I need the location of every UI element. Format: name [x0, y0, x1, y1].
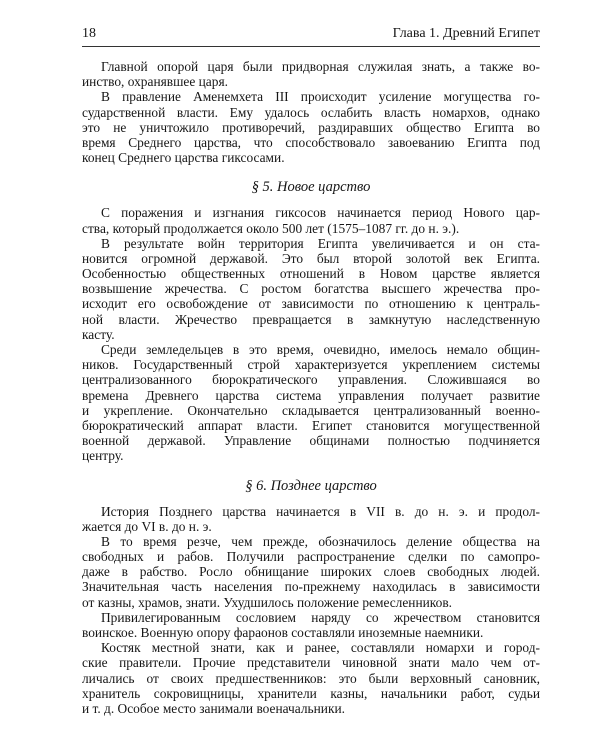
- text-line: воинское. Военную опору фараонов составляли иноземные наемники.: [82, 625, 484, 640]
- page-number: 18: [82, 26, 96, 41]
- text-line: новится огромной державой. Это был второй золотой век Египта.: [82, 250, 540, 266]
- paragraph: [82, 59, 540, 89]
- text-line: и т. д. Особое место занимали военачальники.: [82, 700, 345, 716]
- text-line: исходит его освобождение от зависимости по отношению к централь-: [82, 296, 540, 312]
- text-line: инство, охранявшее царя.: [82, 74, 228, 90]
- text-line: время Среднего царства, что способствовало завоеванию Египта под: [82, 134, 540, 150]
- text-line: от казны, храмов, знати. Ухудшилось положение ремесленников.: [82, 594, 452, 610]
- text-line: В результате войн территория Египта увеличивается и он ста-: [101, 235, 540, 251]
- text-line: и укрепление. Окончательно складывается централизованный военно-: [82, 402, 540, 418]
- text-line: Костяк местной знати, как и ранее, составляли номархи и город-: [101, 640, 540, 656]
- paragraph: [82, 610, 540, 640]
- text-line: конец Среднего царства гиксосами.: [82, 150, 285, 166]
- book-page: [82, 26, 540, 716]
- paragraph: [82, 534, 540, 610]
- text-line: жается до VI в. до н. э.: [82, 518, 212, 534]
- paragraph: [82, 236, 540, 342]
- text-line: свободных и рабов. Получили распространение сделки по самопро-: [82, 549, 540, 565]
- text-line: возвышение жречества. С ростом богатства высшего жречества про-: [82, 281, 540, 297]
- page-body: [82, 59, 540, 716]
- text-line: сударственной власти. Ему удалось ослабить власть номархов, однако: [82, 104, 540, 120]
- section-heading: § 6. Позднее царство: [245, 477, 377, 494]
- text-line: С поражения и изгнания гиксосов начинается период Нового цар-: [101, 205, 540, 221]
- text-line: Среди земледельцев в это время, очевидно, имелось немало общин-: [101, 342, 540, 357]
- text-line: ские правители. Прочие представители чиновной знати мало чем от-: [82, 655, 540, 671]
- text-line: это не уничтожило противоречий, раздиравших общество Египта во: [82, 119, 540, 135]
- text-line: Привилегированным сословием наряду со жречеством становится: [101, 609, 540, 625]
- text-line: касту.: [82, 326, 115, 342]
- paragraph: [82, 205, 540, 235]
- paragraph: [82, 640, 540, 716]
- text-line: Главной опорой царя были придворная служилая знать, а также во-: [101, 59, 540, 74]
- text-line: В то время резче, чем прежде, обозначилось деление общества на: [101, 533, 540, 549]
- text-line: хранитель сокровищницы, хранители казны, начальники работ, судьи: [82, 685, 540, 701]
- text-line: даже в рабство. Росло обнищание широких слоев свободных людей.: [82, 564, 540, 580]
- section-heading: § 5. Новое царство: [251, 179, 371, 196]
- text-line: бюрократический аппарат власти. Египет становится могущественной: [82, 417, 540, 433]
- text-line: военной державой. Управление общинами полностью подчиняется: [82, 433, 540, 449]
- text-line: ников. Государственный строй характеризуется укреплением системы: [82, 357, 540, 373]
- paragraph: [82, 89, 540, 165]
- text-line: ства, который продолжается около 500 лет (1575–1087 гг. до н. э.).: [82, 220, 460, 236]
- paragraph: [82, 504, 540, 534]
- text-line: централизованного бюрократического управления. Сложившаяся во: [82, 372, 540, 388]
- paragraph: [82, 342, 540, 464]
- text-line: центру.: [82, 448, 124, 464]
- text-line: времена Древнего царства система управления получает развитие: [82, 387, 540, 403]
- chapter-title: Глава 1. Древний Египет: [392, 26, 540, 41]
- text-line: История Позднего царства начинается в VII в. до н. э. и продол-: [101, 503, 540, 519]
- text-line: ной власти. Жречество превращается в замкнутую наследственную: [82, 311, 540, 327]
- text-line: Значительная часть населения по-прежнему находилась в зависимости: [82, 579, 540, 595]
- text-line: Особенностью общественных отношений в Новом царстве является: [82, 266, 540, 282]
- text-line: личались от своих предшественников: это были верховный сановник,: [82, 670, 540, 686]
- text-line: В правление Аменемхета III происходит усиление могущества го-: [101, 89, 540, 105]
- running-header: [82, 26, 540, 47]
